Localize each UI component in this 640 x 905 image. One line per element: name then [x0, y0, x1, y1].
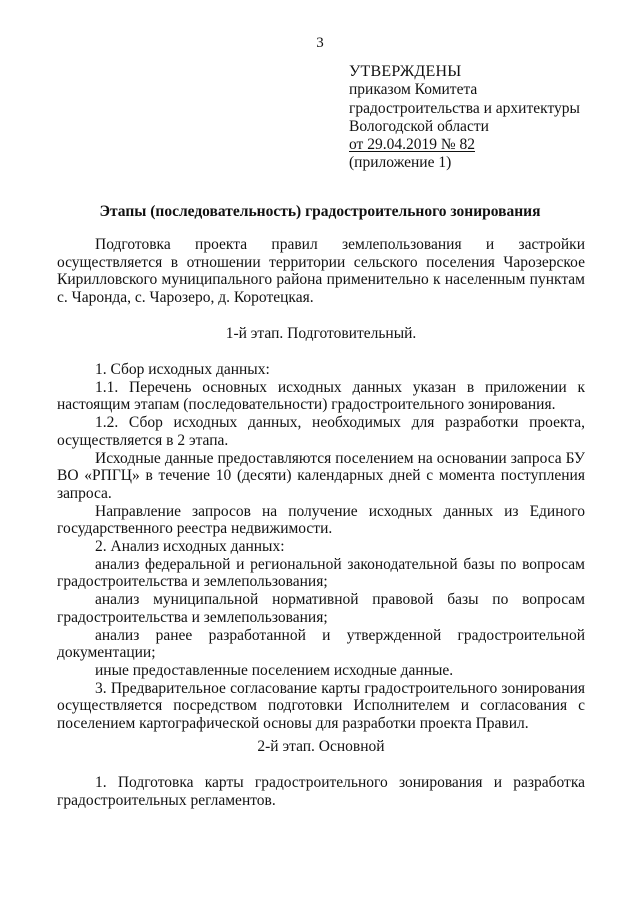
stage2-section — [57, 774, 585, 809]
document-title: Этапы (последовательность) градостроительного зонирования — [99, 203, 541, 220]
approval-attachment: (приложение 1) — [349, 154, 452, 172]
stage1-item: иные предоставленные поселением исходные данные. — [95, 661, 454, 679]
approval-heading: УТВЕРЖДЕНЫ — [349, 63, 462, 80]
intro-section — [57, 236, 585, 307]
stage1-item: анализ федеральной и региональной законодательной базы по вопросам градостроительства и землепользования; — [57, 555, 585, 591]
stage1-item: 1. Сбор исходных данных: — [95, 361, 270, 378]
stage1-item: Исходные данные предоставляются поселением на основании запроса БУ ВО «РПГЦ» в течение 10 (десяти) календарных дней с момента поступления запроса. — [57, 449, 585, 502]
stage1-item: 2. Анализ исходных данных: — [95, 538, 285, 556]
approval-order-date-number: от 29.04.2019 № 82 — [349, 136, 475, 154]
stage1-item: Направление запросов на получение исходных данных из Единого государственного реестра недвижимости. — [57, 502, 585, 538]
stage1-item: 1.1. Перечень основных исходных данных указан в приложении к настоящим этапам (последовательности) градостроительного зонирования. — [57, 378, 585, 414]
approval-block — [349, 63, 580, 173]
stage2-item: 1. Подготовка карты градостроительного зонирования и разработка градостроительных регламентов. — [57, 774, 585, 809]
approval-line: приказом Комитета — [349, 81, 478, 99]
stage1-item: анализ ранее разработанной и утвержденной градостроительной документации; — [57, 626, 585, 662]
stage1-heading: 1-й этап. Подготовительный. — [225, 325, 417, 342]
approval-line: Вологодской области — [349, 117, 489, 135]
stage1-heading-wrap — [57, 325, 585, 343]
stage2-heading: 2-й этап. Основной — [257, 738, 385, 755]
approval-line: градостроительства и архитектуры — [349, 99, 580, 117]
stage1-section — [57, 361, 585, 733]
stage1-item: анализ муниципальной нормативной правовой базы по вопросам градостроительства и землепользования; — [57, 591, 585, 626]
stage2-heading-wrap — [57, 738, 585, 756]
stage1-item: 1.2. Сбор исходных данных, необходимых для разработки проекта, осуществляется в 2 этапа. — [57, 414, 585, 449]
intro-paragraph: Подготовка проекта правил землепользования и застройки осуществляется в отношении территории сельского поселения Чарозерское Кирилловского муниципального района применительно к населенным пунктам с. Чаронда, с. Чарозеро, д. Коротецкая. — [57, 236, 585, 307]
page-number: 3 — [316, 35, 324, 51]
stage1-item: 3. Предварительное согласование карты градостроительного зонирования осуществляется посредством подготовки Исполнителем и согласования с поселением картографической основы для разработки проекта Правил. — [57, 679, 585, 733]
